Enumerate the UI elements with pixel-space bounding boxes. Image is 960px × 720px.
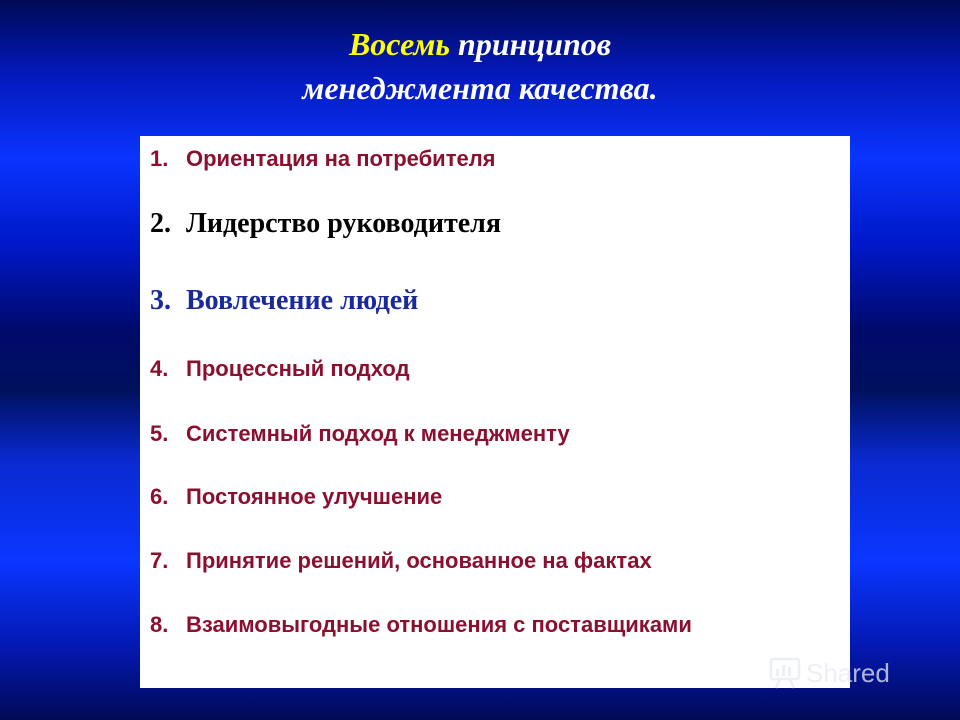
principle-number: 3. xyxy=(150,285,171,316)
presentation-board-icon xyxy=(768,656,802,690)
title-highlight: Восемь xyxy=(348,26,451,62)
principle-item-8 xyxy=(150,612,840,638)
principle-number: 4. xyxy=(150,356,169,381)
principle-item-2 xyxy=(150,208,840,240)
principle-item-1 xyxy=(150,146,840,172)
principles-panel xyxy=(140,136,850,688)
principle-item-4 xyxy=(150,356,840,382)
slide-title xyxy=(0,22,960,110)
title-line-2: менеджмента качества. xyxy=(302,70,658,106)
title-line1-rest: принципов xyxy=(450,26,612,62)
principle-item-6 xyxy=(150,484,840,510)
principle-text: Вовлечение людей xyxy=(186,285,419,316)
principle-text: Принятие решений, основанное на фактах xyxy=(186,548,652,573)
principle-item-5 xyxy=(150,421,840,447)
principle-number: 2. xyxy=(150,208,171,239)
shared-watermark xyxy=(768,656,890,690)
principle-number: 6. xyxy=(150,484,169,509)
principle-item-7 xyxy=(150,548,840,574)
principle-number: 8. xyxy=(150,612,169,637)
principle-text: Ориентация на потребителя xyxy=(186,146,496,171)
principle-item-3 xyxy=(150,285,840,317)
title-line-1 xyxy=(0,22,960,66)
watermark-text: Shared xyxy=(806,657,890,688)
principle-number: 1. xyxy=(150,146,169,171)
principle-text: Постоянное улучшение xyxy=(186,484,443,509)
principle-number: 5. xyxy=(150,421,169,446)
principle-text: Лидерство руководителя xyxy=(186,208,501,239)
principle-text: Взаимовыгодные отношения с поставщиками xyxy=(186,612,692,637)
principle-number: 7. xyxy=(150,548,169,573)
principle-text: Процессный подход xyxy=(186,356,410,381)
principle-text: Системный подход к менеджменту xyxy=(186,421,570,446)
